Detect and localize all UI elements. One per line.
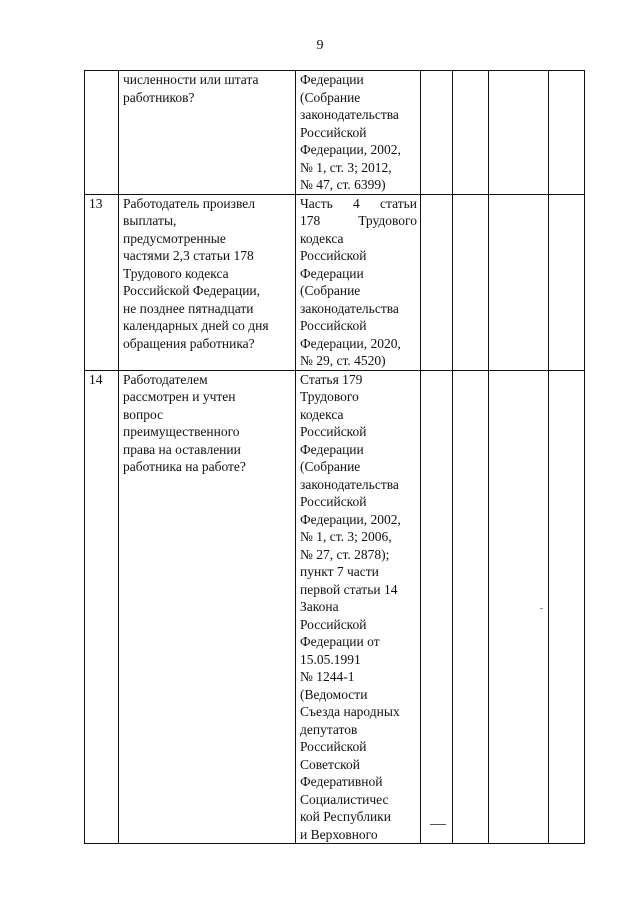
reference-line: законодательства bbox=[300, 300, 399, 316]
answer-yes-cell bbox=[421, 194, 453, 370]
reference-line: Российской bbox=[300, 739, 367, 754]
table-row bbox=[85, 71, 585, 195]
reference-line: Федерации от bbox=[300, 634, 380, 649]
reference-line: Федерации bbox=[300, 441, 364, 457]
legal-reference-cell bbox=[296, 194, 421, 370]
question-line: Работодатель произвел bbox=[123, 195, 256, 211]
reference-line: Федерации bbox=[300, 265, 364, 281]
scan-speck bbox=[540, 608, 543, 609]
reference-line: Федерации, 2002, bbox=[300, 142, 401, 157]
reference-line: кодекса bbox=[300, 406, 344, 422]
reference-line: 15.05.1991 bbox=[300, 651, 361, 667]
reference-line: депутатов bbox=[300, 721, 358, 737]
reference-line: Российской bbox=[300, 616, 367, 632]
reference-line: Федеративной bbox=[300, 774, 383, 789]
checklist-body bbox=[85, 71, 585, 844]
reference-line: (Собрание bbox=[300, 89, 361, 105]
question-line: численности или штата bbox=[123, 72, 259, 87]
question-line: обращения работника? bbox=[123, 335, 255, 351]
answer-yes-cell bbox=[421, 370, 453, 844]
reference-line: Трудового bbox=[300, 389, 359, 404]
question-line: вопрос bbox=[123, 406, 164, 422]
page-number: 9 bbox=[316, 38, 324, 53]
reference-line: 178 Трудового bbox=[300, 213, 417, 228]
reference-line: Федерации, 2002, bbox=[300, 511, 401, 527]
row-number bbox=[85, 71, 119, 195]
question-line: не позднее пятнадцати bbox=[123, 300, 254, 316]
answer-yes-cell bbox=[421, 71, 453, 195]
reference-line: Часть 4 статьи bbox=[300, 195, 417, 211]
reference-line: (Собрание bbox=[300, 283, 361, 298]
answer-no-cell bbox=[453, 71, 489, 195]
reference-line: Федерации bbox=[300, 72, 364, 87]
answer-no-cell bbox=[453, 370, 489, 844]
not-applicable-cell bbox=[489, 194, 549, 370]
question-line: Российской Федерации, bbox=[123, 283, 261, 298]
question-line: работников? bbox=[123, 89, 195, 105]
checklist-table bbox=[84, 70, 585, 844]
table-row bbox=[85, 194, 585, 370]
reference-line: (Ведомости bbox=[300, 686, 368, 702]
reference-line: Российской bbox=[300, 424, 367, 439]
reference-line: № 27, ст. 2878); bbox=[300, 546, 390, 562]
question-line: календарных дней со дня bbox=[123, 318, 269, 333]
reference-line: Российской bbox=[300, 124, 367, 140]
reference-line: Российской bbox=[300, 494, 367, 509]
reference-line: Федерации, 2020, bbox=[300, 335, 401, 351]
reference-line: Съезда народных bbox=[300, 704, 400, 719]
question-line: права на оставлении bbox=[123, 441, 241, 457]
reference-line: пункт 7 части bbox=[300, 564, 379, 579]
row-number: 14 bbox=[85, 370, 119, 844]
note-cell bbox=[549, 194, 585, 370]
question-line: рассмотрен и учтен bbox=[123, 389, 236, 404]
reference-line: Российской bbox=[300, 318, 367, 333]
question-line: выплаты, bbox=[123, 213, 177, 228]
question-line: Работодателем bbox=[123, 371, 208, 387]
not-applicable-cell bbox=[489, 71, 549, 195]
reference-line: № 1244-1 bbox=[300, 669, 355, 684]
reference-line: (Собрание bbox=[300, 459, 361, 474]
reference-line: № 1, ст. 3; 2012, bbox=[300, 159, 392, 175]
question-line: Трудового кодекса bbox=[123, 265, 229, 281]
reference-line: и Верховного bbox=[300, 826, 378, 842]
reference-line: кой Республики bbox=[300, 809, 391, 824]
reference-line: законодательства bbox=[300, 476, 399, 492]
reference-line: Статья 179 bbox=[300, 371, 363, 387]
reference-line: кодекса bbox=[300, 230, 344, 246]
not-applicable-cell bbox=[489, 370, 549, 844]
reference-line: Российской bbox=[300, 248, 367, 263]
question-line: преимущественного bbox=[123, 424, 240, 439]
legal-reference-cell bbox=[296, 370, 421, 844]
legal-reference-cell bbox=[296, 71, 421, 195]
reference-line: № 29, ст. 4520) bbox=[300, 353, 386, 368]
question-line: работника на работе? bbox=[123, 459, 246, 474]
table-row bbox=[85, 370, 585, 844]
question-cell bbox=[119, 71, 296, 195]
question-line: предусмотренные bbox=[123, 230, 226, 246]
reference-line: Социалистичес bbox=[300, 791, 389, 807]
question-cell bbox=[119, 370, 296, 844]
note-cell bbox=[549, 71, 585, 195]
reference-line: № 1, ст. 3; 2006, bbox=[300, 529, 392, 544]
question-cell bbox=[119, 194, 296, 370]
question-line: частями 2,3 статьи 178 bbox=[123, 248, 254, 263]
reference-line: первой статьи 14 bbox=[300, 581, 398, 597]
row-number: 13 bbox=[85, 194, 119, 370]
note-cell bbox=[549, 370, 585, 844]
scan-dash bbox=[430, 824, 446, 825]
reference-line: Закона bbox=[300, 599, 339, 614]
reference-line: Советской bbox=[300, 756, 360, 772]
reference-line: законодательства bbox=[300, 107, 399, 122]
answer-no-cell bbox=[453, 194, 489, 370]
reference-line: № 47, ст. 6399) bbox=[300, 177, 386, 192]
